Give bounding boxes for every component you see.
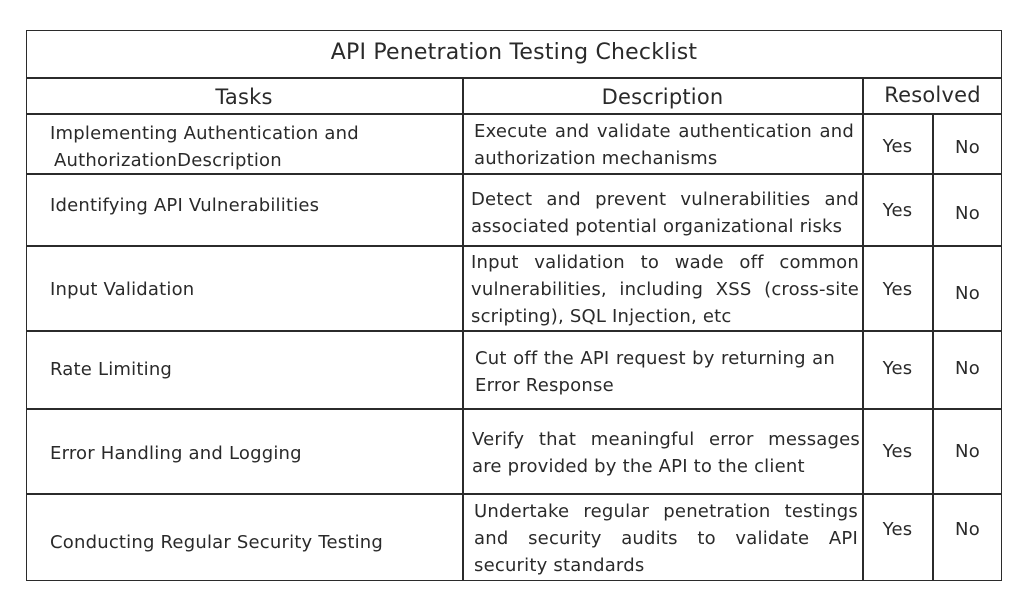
description-cell: Detect and prevent vulnerabilities and associated potential organizational risks [471, 189, 859, 237]
description-cell: Execute and validate authentication and authorization mechanisms [474, 121, 854, 169]
description-cell: Undertake regular penetration testings and security audits to validate API security standards [474, 501, 858, 576]
task-cell: Input Validation [50, 279, 195, 300]
header-description: Description [601, 85, 724, 109]
resolved-no: No [955, 441, 980, 462]
resolved-no: No [955, 137, 980, 158]
description-cell: Cut off the API request by returning an Error Response [475, 348, 835, 396]
resolved-no: No [955, 519, 980, 540]
divider-row-5 [26, 493, 1002, 495]
description-cell: Input validation to wade off common vulnerabilities, including XSS (cross-site scripting), SQL Injection, etc [471, 252, 859, 327]
header-tasks: Tasks [215, 85, 273, 109]
resolved-yes: Yes [882, 441, 913, 462]
resolved-yes: Yes [882, 200, 913, 221]
resolved-no: No [955, 283, 980, 304]
divider-title [26, 77, 1002, 79]
task-cell: Error Handling and Logging [50, 443, 302, 464]
task-cell: Identifying API Vulnerabilities [50, 195, 320, 216]
divider-col-tasks [462, 77, 464, 581]
resolved-yes: Yes [882, 358, 913, 379]
divider-row-2 [26, 245, 1002, 247]
table-title: API Penetration Testing Checklist [330, 40, 698, 65]
description-cell: Verify that meaningful error messages are provided by the API to the client [472, 429, 860, 477]
task-cell: Rate Limiting [50, 359, 173, 380]
resolved-yes: Yes [882, 136, 913, 157]
task-cell: Implementing Authentication and [50, 123, 359, 144]
divider-col-yes-no [932, 113, 934, 581]
resolved-no: No [955, 203, 980, 224]
divider-row-4 [26, 408, 1002, 410]
divider-row-3 [26, 330, 1002, 332]
resolved-yes: Yes [882, 519, 913, 540]
task-cell-continued: AuthorizationDescription [54, 150, 282, 171]
divider-header [26, 113, 1002, 115]
resolved-no: No [955, 358, 980, 379]
resolved-yes: Yes [882, 279, 913, 300]
header-resolved: Resolved [884, 83, 981, 107]
task-cell: Conducting Regular Security Testing [50, 532, 384, 553]
